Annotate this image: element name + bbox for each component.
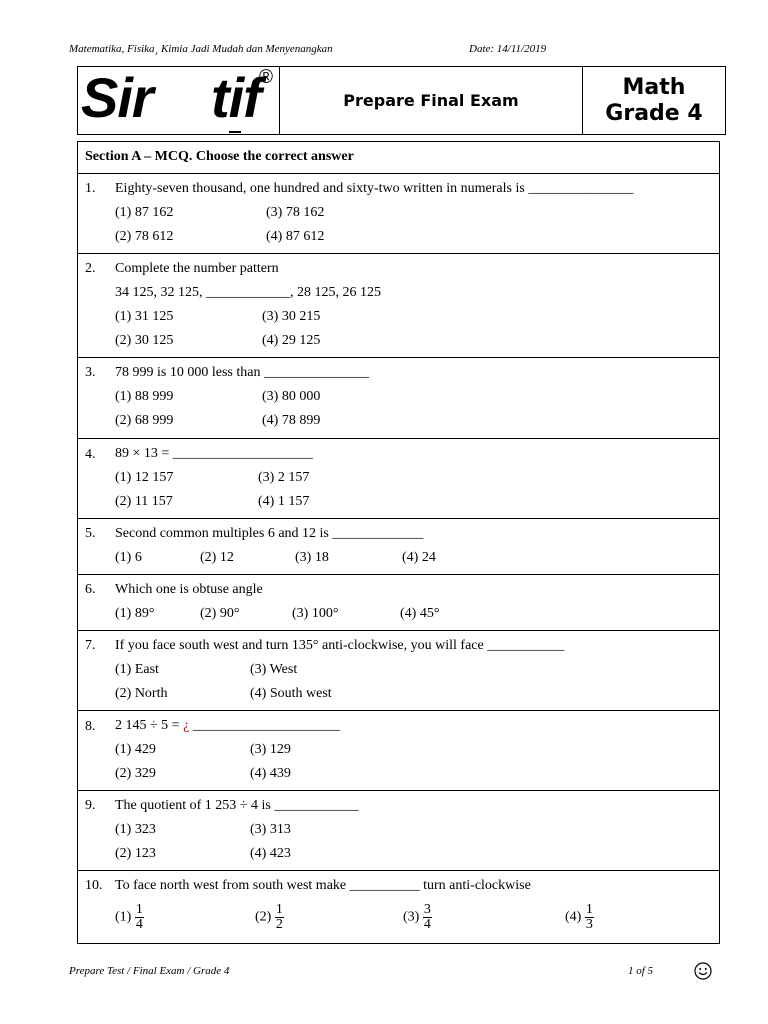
section-row [78, 142, 719, 174]
numerator: 1 [585, 902, 593, 917]
fraction [135, 903, 144, 932]
question-text: Second common multiples 6 and 12 is _____________ [115, 526, 424, 541]
option: (1) East [115, 662, 159, 677]
option-label: (4) [565, 909, 582, 925]
registered-mark: ® [259, 67, 273, 88]
option: (2) 329 [115, 766, 156, 781]
question-5 [78, 519, 719, 575]
question-4 [78, 439, 719, 519]
option: (3) 100° [292, 606, 339, 621]
option: (4) 423 [250, 846, 291, 861]
section-heading: Section A – MCQ. Choose the correct answer [85, 149, 354, 164]
option [403, 903, 432, 932]
logo [78, 67, 280, 134]
question-number: 1. [85, 181, 96, 196]
option: (2) 30 125 [115, 333, 174, 348]
question-7 [78, 631, 719, 711]
option: (4) South west [250, 686, 332, 701]
option: (3) 78 162 [266, 205, 325, 220]
option-label: (3) [403, 909, 420, 925]
option: (1) 323 [115, 822, 156, 837]
option: (4) 439 [250, 766, 291, 781]
option: (2) 90° [200, 606, 240, 621]
option [115, 903, 144, 932]
option: (2) 68 999 [115, 413, 174, 428]
footer-page: 1 of 5 [628, 965, 654, 977]
option [255, 903, 284, 932]
option: (2) 11 157 [115, 494, 173, 509]
question-number: 8. [85, 719, 96, 734]
option: (1) 6 [115, 550, 142, 565]
question-text: 34 125, 32 125, ____________, 28 125, 26 125 [115, 285, 381, 300]
numerator: 1 [275, 902, 283, 917]
option: (4) 29 125 [262, 333, 321, 348]
header-date: Date: 14/11/2019 [469, 43, 547, 55]
question-number: 4. [85, 447, 96, 462]
option: (2) 12 [200, 550, 234, 565]
logo-underline [229, 131, 241, 133]
option: (3) 30 215 [262, 309, 321, 324]
question-number: 5. [85, 526, 96, 541]
question-text: 78 999 is 10 000 less than _______________ [115, 365, 369, 380]
question-1 [78, 174, 719, 254]
question-text: Eighty-seven thousand, one hundred and sixty-two written in numerals is _______________ [115, 181, 634, 196]
question-number: 3. [85, 365, 96, 380]
question-text: If you face south west and turn 135° anti-clockwise, you will face ___________ [115, 638, 565, 653]
option: (3) West [250, 662, 298, 677]
question-2 [78, 254, 719, 358]
question-number: 7. [85, 638, 96, 653]
header-left: Matematika, Fisika¸ Kimia Jadi Mudah dan Menyenangkan [69, 43, 333, 55]
fraction [275, 903, 284, 932]
question-number: 9. [85, 798, 96, 813]
numerator: 3 [423, 902, 431, 917]
option: (3) 80 000 [262, 389, 321, 404]
subject: Math [622, 74, 686, 100]
equation: 2 145 ÷ 5 = [115, 718, 184, 733]
option: (3) 18 [295, 550, 329, 565]
option: (1) 31 125 [115, 309, 174, 324]
option: (4) 1 157 [258, 494, 310, 509]
fraction [423, 903, 432, 932]
option: (1) 12 157 [115, 470, 174, 485]
option: (4) 45° [400, 606, 440, 621]
denominator: 3 [585, 917, 593, 932]
option: (1) 429 [115, 742, 156, 757]
logo-text: Sir tif [81, 66, 261, 129]
denominator: 4 [423, 917, 431, 932]
question-number: 6. [85, 582, 96, 597]
numerator: 1 [135, 902, 143, 917]
denominator: 2 [275, 917, 283, 932]
question-text [115, 718, 340, 734]
question-text: 89 × 13 = ____________________ [115, 446, 313, 461]
option: (4) 87 612 [266, 229, 325, 244]
option: (2) 123 [115, 846, 156, 861]
option: (2) 78 612 [115, 229, 174, 244]
question-text: To face north west from south west make __________ turn anti-clockwise [115, 878, 531, 893]
denominator: 4 [135, 917, 143, 932]
option: (3) 313 [250, 822, 291, 837]
option-label: (2) [255, 909, 272, 925]
option: (3) 129 [250, 742, 291, 757]
question-3 [78, 358, 719, 439]
question-9 [78, 791, 719, 871]
question-text: Complete the number pattern [115, 261, 279, 276]
footer-left: Prepare Test / Final Exam / Grade 4 [69, 965, 230, 977]
exam-title: Prepare Final Exam [280, 67, 583, 134]
option: (3) 2 157 [258, 470, 310, 485]
question-text: Which one is obtuse angle [115, 582, 263, 597]
option: (4) 78 899 [262, 413, 321, 428]
subject-grade [583, 67, 725, 134]
question-10 [78, 871, 719, 943]
inverted-question-mark: ¿ [183, 718, 190, 733]
question-8 [78, 711, 719, 791]
answer-blank: _____________________ [189, 718, 340, 733]
title-box [77, 66, 726, 135]
option-label: (1) [115, 909, 132, 925]
fraction [585, 903, 594, 932]
option [565, 903, 594, 932]
question-number: 2. [85, 261, 96, 276]
grade: Grade 4 [605, 100, 703, 126]
option: (1) 89° [115, 606, 155, 621]
option: (2) North [115, 686, 168, 701]
question-number: 10. [85, 878, 103, 893]
option: (1) 88 999 [115, 389, 174, 404]
question-6 [78, 575, 719, 631]
smiley-icon [694, 962, 712, 980]
option: (1) 87 162 [115, 205, 174, 220]
option: (4) 24 [402, 550, 436, 565]
question-text: The quotient of 1 253 ÷ 4 is ____________ [115, 798, 359, 813]
question-table [77, 141, 720, 944]
